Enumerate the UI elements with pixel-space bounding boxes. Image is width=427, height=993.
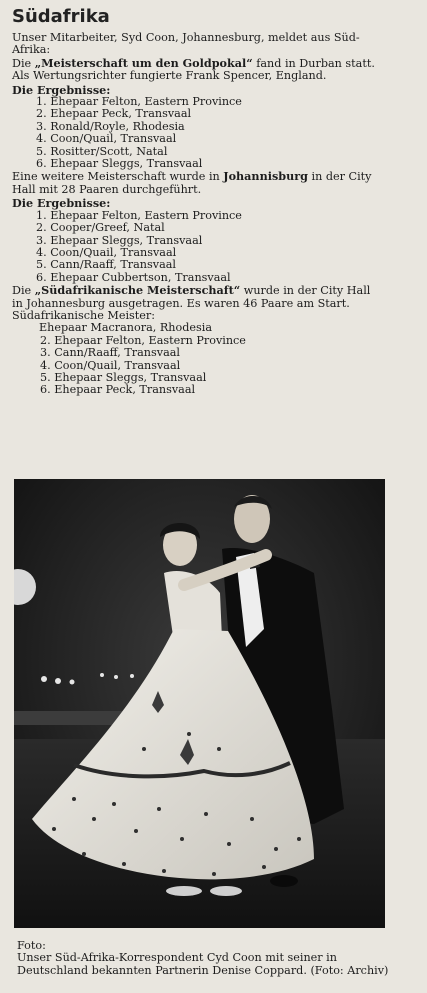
national-championship-paragraph xyxy=(12,284,384,310)
results-heading-1: Die Ergebnisse: xyxy=(12,82,111,97)
list-item: 3. Ehepaar Sleggs, Transvaal xyxy=(36,233,203,247)
list-item: 5. Ehepaar Sleggs, Transvaal xyxy=(40,370,207,384)
article-title: Südafrika xyxy=(12,6,110,27)
caption-text: Unser Süd-Afrika-Korrespondent Cyd Coon mit seiner in Deutschland bekannten Partnerin Denise Coppard. (Foto: Archiv) xyxy=(17,951,389,977)
para1-prefix: Die xyxy=(12,56,35,70)
photo-caption xyxy=(17,940,389,977)
para1-bold: „Meisterschaft um den Goldpokal“ xyxy=(34,55,253,70)
para1-suffix: fand in Durban statt. Als Wertungsrichter fungierte Frank Spencer, England. xyxy=(12,56,375,83)
champion-entry: Ehepaar Macranora, Rhodesia xyxy=(39,321,213,335)
para3-bold: „Südafrikanische Meisterschaft“ xyxy=(34,283,241,298)
caption-label: Foto: xyxy=(17,939,46,952)
list-item: 5. Rositter/Scott, Natal xyxy=(36,144,168,158)
list-item: 2. Ehepaar Peck, Transvaal xyxy=(36,107,192,121)
list-item: 1. Ehepaar Felton, Eastern Province xyxy=(36,95,242,109)
article-body xyxy=(12,32,384,397)
list-item: 1. Ehepaar Felton, Eastern Province xyxy=(36,208,242,222)
para3-suffix: wurde in der City Hall in Johannesburg ausgetragen. Es waren 46 Paare am Start. xyxy=(12,284,371,310)
list-item: 3. Ronald/Royle, Rhodesia xyxy=(36,119,185,133)
intro-paragraph: Unser Mitarbeiter, Syd Coon, Johannesburg, meldet aus Süd-Afrika: xyxy=(12,31,360,57)
list-item: 6. Ehepaar Sleggs, Transvaal xyxy=(36,157,203,171)
dance-photo xyxy=(14,479,385,928)
results-list-2 xyxy=(12,210,384,284)
para3-prefix: Die xyxy=(12,284,35,298)
list-item: 2. Cooper/Greef, Natal xyxy=(36,221,165,235)
para2-bold: Johannisburg xyxy=(223,169,308,184)
results-heading-2: Die Ergebnisse: xyxy=(12,196,111,211)
list-item: 3. Cann/Raaff, Transvaal xyxy=(40,346,180,360)
goldpokal-paragraph xyxy=(12,57,384,83)
list-item: 2. Ehepaar Felton, Eastern Province xyxy=(40,333,246,347)
dancing-couple-image xyxy=(14,479,385,928)
para2-prefix: Eine weitere Meisterschaft wurde in xyxy=(12,170,224,184)
johannisburg-paragraph xyxy=(12,170,384,196)
list-item: 4. Coon/Quail, Transvaal xyxy=(40,358,181,372)
results-list-1 xyxy=(12,96,384,170)
list-item: 6. Ehepaar Cubbertson, Transvaal xyxy=(36,270,231,284)
list-item: 4. Coon/Quail, Transvaal xyxy=(36,245,177,259)
results-heading-3: Südafrikanische Meister: xyxy=(12,308,156,322)
list-item: 4. Coon/Quail, Transvaal xyxy=(36,132,177,146)
list-item: 5. Cann/Raaff, Transvaal xyxy=(36,258,176,272)
list-item: 6. Ehepaar Peck, Transvaal xyxy=(40,383,196,397)
results-list-3 xyxy=(12,335,384,397)
para2-suffix: in der City Hall mit 28 Paaren durchgeführt. xyxy=(12,170,372,196)
